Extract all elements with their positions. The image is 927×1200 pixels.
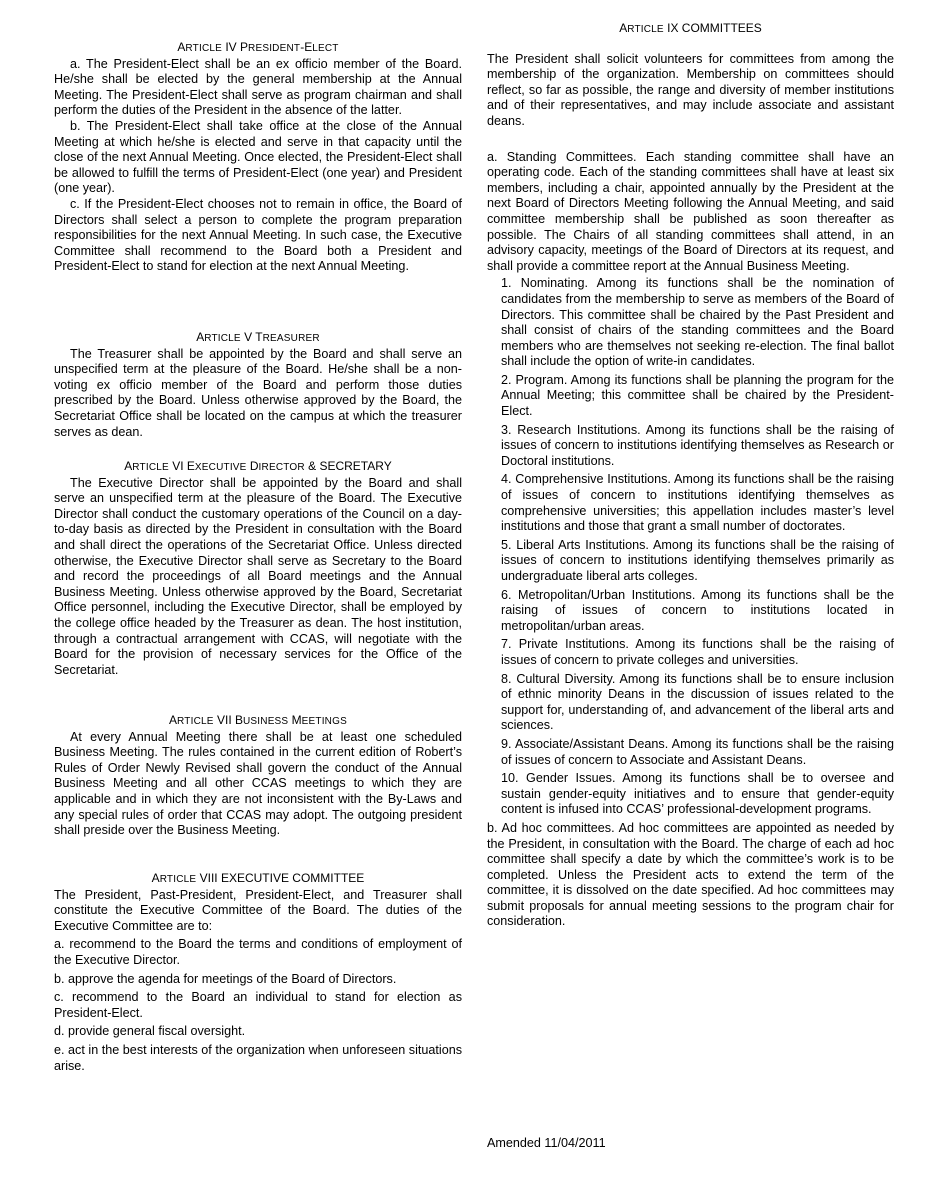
- article-vii-paragraph: At every Annual Meeting there shall be at least one scheduled Business Meeting. The rules contained in the current edition of Robert’s Rules of Order Newly Revised shall govern the conduct of the Annual Business Meeting and all other CCAS meetings to which they are applicable and in which they are not inconsistent with the By-Laws and any special rules of order that CCAS may adopt. The outgoing president shall preside over the Business Meeting.: [54, 729, 462, 838]
- article-vii-heading: [54, 713, 462, 730]
- committee-nominating: 1. Nominating. Among its functions shall be the nomination of candidates from the membership to serve as members of the Board of Directors. This committee shall be chaired by the Past President and shall consist of chairs of the standing committees and the Board members who are themselves not seeking re-election. The final ballot shall include the option of write-in candidates.: [501, 276, 894, 369]
- heading-part: RTICLE: [177, 716, 214, 727]
- heading-part: RTICLE: [627, 24, 664, 35]
- article-viii-duty-c: c. recommend to the Board an individual to stand for election as President-Elect.: [54, 990, 462, 1020]
- heading-part: E: [186, 459, 195, 473]
- heading-part: & SECRETARY: [304, 459, 392, 473]
- article-vi-section: [54, 459, 462, 678]
- article-iv-paragraph-a: a. The President-Elect shall be an ex officio member of the Board. He/she shall be elected by the general membership at the Annual Meeting. The President-Elect shall serve as program chairman and shall perform the duties of the President in the absence of the latter.: [54, 56, 462, 118]
- article-v-paragraph: The Treasurer shall be appointed by the Board and shall serve an unspecified term at the pleasure of the Board. He/she shall be a non-voting ex officio member of the Board and perform those duties prescribed by the Board. Unless otherwise approved by the Board, the Secretariat Office shall be located on the campus at which the treasurer serves as dean.: [54, 346, 462, 439]
- heading-part: XECUTIVE: [194, 462, 247, 473]
- heading-part: RTICLE: [185, 43, 223, 54]
- article-viii-intro: The President, Past-President, President-Elect, and Treasurer shall constitute the Executive Committee of the Board. The duties of the Executive Committee are to:: [54, 887, 462, 933]
- heading-part: A: [196, 330, 205, 344]
- article-vi-paragraph: The Executive Director shall be appointed by the Board and shall serve an unspecified term at the pleasure of the Board. The Executive Director shall conduct the customary operations of the Council on a day-to-day basis as directed by the President in consultation with the Board and shall direct the operations of the Secretariat Office. Unless directed otherwise, the Executive Director shall serve as Secretary to the Board and record the proceedings of all Board meetings and the Annual Business Meeting. Unless otherwise approved by the Board, Secretariat Office personnel, including the Executive Director, shall be employed by the college office headed by the Treasurer as dean. The host institution, through a contractual arrangement with CCAS, will negotiate with the Board for the provision of necessary services for the Office of the Secretariat.: [54, 475, 462, 677]
- committee-program: 2. Program. Among its functions shall be planning the program for the Annual Meeting; this committee shall be chaired by the President-Elect.: [501, 372, 894, 419]
- heading-part: LECT: [312, 43, 339, 54]
- article-viii-duty-a: a. recommend to the Board the terms and conditions of employment of the Executive Director.: [54, 937, 462, 967]
- article-iv-heading: [54, 40, 462, 57]
- article-ix-section: [487, 21, 894, 930]
- heading-part: RTICLE: [132, 462, 169, 473]
- heading-part: REASURER: [262, 333, 320, 344]
- article-viii-duty-d: d. provide general fiscal oversight.: [54, 1024, 246, 1039]
- heading-part: D: [246, 459, 259, 473]
- heading-part: -E: [300, 40, 313, 54]
- heading-part: P: [240, 40, 249, 54]
- article-viii-heading: [54, 871, 462, 888]
- committee-comprehensive: 4. Comprehensive Institutions. Among its functions shall be the raising of issues of concern to institutions identifying themselves as comprehensive universities; this appellation includes master’s level institutions and those that grant a small number of doctorates.: [501, 472, 894, 534]
- heading-part: A: [619, 21, 628, 35]
- heading-part: RESIDENT: [248, 43, 301, 54]
- article-vi-heading: [54, 459, 462, 476]
- heading-part: A: [169, 713, 178, 727]
- heading-part: RTICLE: [159, 874, 197, 885]
- article-iv-paragraph-c: c. If the President-Elect chooses not to remain in office, the Board of Directors shall select a person to complete the program preparation responsibilities for the next Annual Meeting. In such case, the Executive Committee shall recommend to the Board both a President and President-Elect to stand for election at the next Annual Meeting.: [54, 196, 462, 274]
- amended-date: Amended 11/04/2011: [487, 1136, 606, 1150]
- committee-metropolitan: 6. Metropolitan/Urban Institutions. Among its functions shall be the raising of issues of concern to institutions located in metropolitan/urban areas.: [501, 587, 894, 633]
- heading-part: IRECTOR: [258, 462, 305, 473]
- heading-part: RTICLE: [204, 333, 241, 344]
- heading-part: VII: [213, 713, 235, 727]
- heading-part: USINESS: [243, 716, 289, 727]
- article-v-heading: [54, 330, 462, 347]
- article-ix-heading: [487, 21, 894, 38]
- standing-committees-paragraph: a. Standing Committees. Each standing committee shall have an operating code. Each of the standing committees shall have at least six members, including a chair, appointed annually by the President at the next Board of Directors Meeting following the Annual Meeting, and said committee membership shall be published as soon thereafter as possible. The Chairs of all standing committees shall attend, in an advisory capacity, meetings of the Board of Directors at its request, and shall provide a committee report at the Annual Business Meeting.: [487, 149, 894, 273]
- heading-part: VIII EXECUTIVE COMMITTEE: [196, 871, 365, 885]
- heading-part: A: [177, 40, 186, 54]
- article-viii-duty-b: b. approve the agenda for meetings of the Board of Directors.: [54, 971, 397, 986]
- committee-cultural-diversity: 8. Cultural Diversity. Among its functions shall be to ensure inclusion of ethnic minority Deans in the discussion of issues related to the support for, understanding of, and advancement of the liberal arts and sciences.: [501, 671, 894, 733]
- committee-private: 7. Private Institutions. Among its functions shall be the raising of issues of concern to private colleges and universities.: [501, 637, 894, 667]
- article-ix-intro: The President shall solicit volunteers for committees from among the membership of the organization. Membership on committees should reflect, so far as possible, the range and diversity of member institutions and of their representatives, and may include associate and assistant deans.: [487, 51, 894, 128]
- committee-gender-issues: 10. Gender Issues. Among its functions shall be to oversee and sustain gender-equity initiatives and to ensure that gender-equity content is infused into CCAS’ professional-development programs.: [501, 771, 894, 817]
- heading-part: EETINGS: [301, 716, 347, 727]
- heading-part: V: [240, 330, 256, 344]
- article-iv-section: [54, 40, 462, 275]
- article-viii-duty-e: e. act in the best interests of the organization when unforeseen situations arise.: [54, 1042, 462, 1073]
- heading-part: A: [151, 871, 160, 885]
- article-vii-section: [54, 713, 462, 839]
- ad-hoc-committees-paragraph: b. Ad hoc committees. Ad hoc committees are appointed as needed by the President, in consultation with the Board. The charge of each ad hoc committee shall specify a date by which the committee’s work is to be completed. Unless the President acts to extend the term of the committee, it is dissolved on the date specified. Ad hoc committees may submit proposals for annual meeting sessions to the program chair for consideration.: [487, 820, 894, 929]
- heading-part: IV: [222, 40, 241, 54]
- committee-associate-deans: 9. Associate/Assistant Deans. Among its functions shall be the raising of issues of concern to Associate and Assistant Deans.: [501, 736, 894, 767]
- article-iv-paragraph-b: b. The President-Elect shall take office at the close of the Annual Meeting at which he/she is elected and serve in that capacity until the close of the next Annual Meeting. Once elected, the President-Elect shall be allowed to fulfill the terms of President-Elect (one year) and President (one year).: [54, 118, 462, 196]
- heading-part: B: [234, 713, 243, 727]
- article-v-section: [54, 330, 462, 440]
- heading-part: VI: [168, 459, 187, 473]
- article-viii-section: [54, 871, 462, 1077]
- heading-part: M: [288, 713, 302, 727]
- heading-part: T: [255, 330, 263, 344]
- heading-part: IX COMMITTEES: [663, 21, 762, 35]
- heading-part: A: [124, 459, 133, 473]
- committee-research: 3. Research Institutions. Among its functions shall be the raising of issues of concern to institutions identifying themselves as Research or Doctoral institutions.: [501, 422, 894, 468]
- committee-liberal-arts: 5. Liberal Arts Institutions. Among its functions shall be the raising of issues of concern to institutions identifying themselves primarily as undergraduate liberal arts colleges.: [501, 537, 894, 583]
